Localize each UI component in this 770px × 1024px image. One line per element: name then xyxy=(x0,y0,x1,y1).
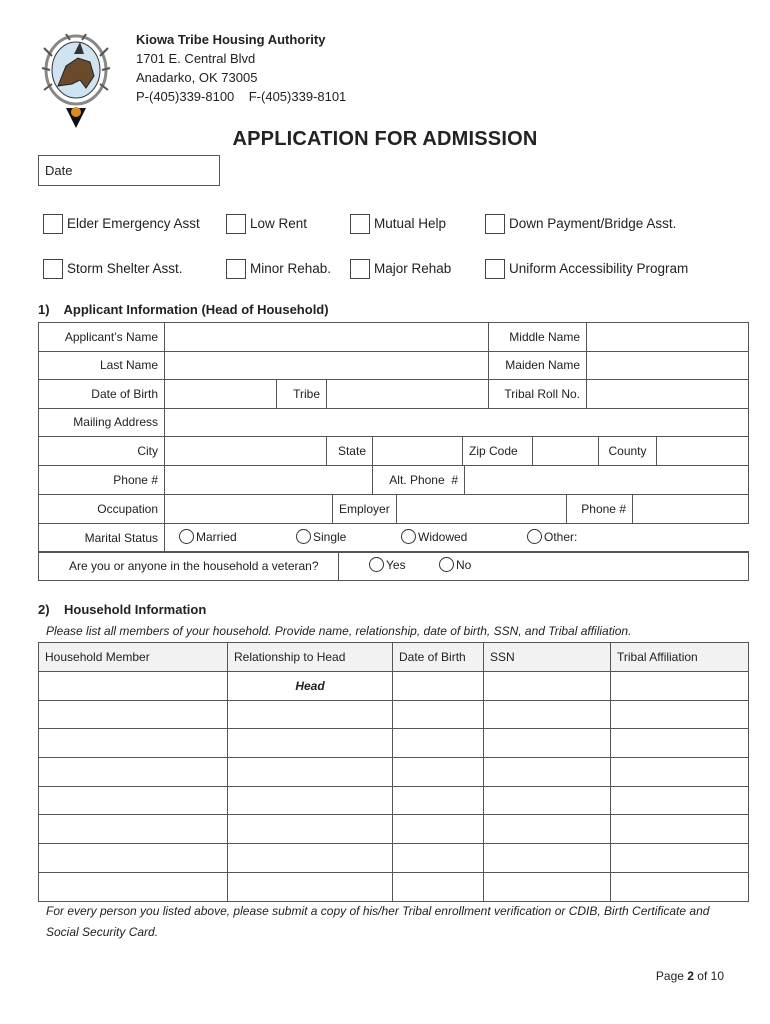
head-cell: Head xyxy=(228,672,393,701)
marital-table xyxy=(38,523,749,553)
alt-phone-input[interactable] xyxy=(465,466,749,495)
page-suffix: of 10 xyxy=(693,969,724,983)
col-dob: Date of Birth xyxy=(393,643,484,672)
section2-heading: 2) Household Information xyxy=(38,602,207,617)
alt-phone-label: Alt. Phone # xyxy=(373,466,465,495)
radio-yes-circle[interactable] xyxy=(369,557,384,572)
radio-other-circle[interactable] xyxy=(527,529,542,544)
dob-cell[interactable] xyxy=(393,872,484,901)
zip-input[interactable] xyxy=(533,437,599,466)
page-number xyxy=(656,969,724,983)
member-cell[interactable] xyxy=(39,700,228,729)
phone-table xyxy=(38,465,749,495)
org-address1: 1701 E. Central Blvd xyxy=(136,51,256,66)
state-label: State xyxy=(327,437,373,466)
member-cell[interactable] xyxy=(39,729,228,758)
mailing-address-input[interactable] xyxy=(165,408,749,437)
table-row xyxy=(39,729,749,758)
radio-yes[interactable] xyxy=(369,558,439,573)
checkbox-mutual-help[interactable] xyxy=(350,214,370,234)
middle-name-input[interactable] xyxy=(587,323,749,352)
dob-cell[interactable] xyxy=(393,729,484,758)
radio-married-circle[interactable] xyxy=(179,529,194,544)
col-household-member: Household Member xyxy=(39,643,228,672)
dob-cell[interactable] xyxy=(393,758,484,787)
tribal-cell[interactable] xyxy=(611,786,749,815)
tribal-cell[interactable] xyxy=(611,872,749,901)
org-phones: P-(405)339-8100 F-(405)339-8101 xyxy=(136,89,347,104)
maiden-name-input[interactable] xyxy=(587,351,749,380)
relationship-cell[interactable] xyxy=(228,700,393,729)
veteran-question: Are you or anyone in the household a veteran? xyxy=(39,552,339,581)
label-low-rent: Low Rent xyxy=(250,216,308,231)
dob-cell[interactable] xyxy=(393,844,484,873)
member-cell[interactable] xyxy=(39,786,228,815)
city-input[interactable] xyxy=(165,437,327,466)
member-cell[interactable] xyxy=(39,815,228,844)
checkbox-major-rehab[interactable] xyxy=(350,259,370,279)
dob-cell[interactable] xyxy=(393,672,484,701)
checkbox-storm-shelter[interactable] xyxy=(43,259,63,279)
marital-status-label: Marital Status xyxy=(39,524,165,553)
page-num: 2 xyxy=(687,969,694,983)
ssn-cell[interactable] xyxy=(484,758,611,787)
tribal-cell[interactable] xyxy=(611,700,749,729)
date-label: Date xyxy=(45,163,73,178)
org-name: Kiowa Tribe Housing Authority xyxy=(136,32,326,47)
table-row xyxy=(39,786,749,815)
table-row xyxy=(39,844,749,873)
member-cell[interactable] xyxy=(39,872,228,901)
radio-widowed-circle[interactable] xyxy=(401,529,416,544)
col-relationship: Relationship to Head xyxy=(228,643,393,672)
maiden-name-label: Maiden Name xyxy=(489,351,587,380)
applicant-info-table xyxy=(38,322,749,437)
dob-label: Date of Birth xyxy=(39,380,165,409)
tribe-input[interactable] xyxy=(327,380,489,409)
county-input[interactable] xyxy=(657,437,749,466)
label-minor-rehab: Minor Rehab. xyxy=(250,261,332,276)
relationship-cell[interactable] xyxy=(228,815,393,844)
section1-heading: 1) Applicant Information (Head of Household) xyxy=(38,302,329,317)
yes-label: Yes xyxy=(386,558,406,573)
member-cell[interactable] xyxy=(39,758,228,787)
married-label: Married xyxy=(196,530,237,545)
applicant-name-input[interactable] xyxy=(165,323,489,352)
table-row xyxy=(39,758,749,787)
dob-cell[interactable] xyxy=(393,815,484,844)
section2-instructions: Please list all members of your household. Provide name, relationship, date of birth, SSN, and Tribal affiliation. xyxy=(46,624,632,638)
address-detail-table xyxy=(38,436,749,466)
veteran-options xyxy=(339,552,749,581)
member-cell[interactable] xyxy=(39,672,228,701)
last-name-input[interactable] xyxy=(165,351,489,380)
marital-options xyxy=(165,524,750,553)
tribe-logo xyxy=(36,28,116,132)
relationship-cell[interactable] xyxy=(228,729,393,758)
single-label: Single xyxy=(313,530,347,545)
other-label: Other: xyxy=(544,530,578,545)
mailing-address-label: Mailing Address xyxy=(39,408,165,437)
employer-label: Employer xyxy=(333,495,397,524)
relationship-cell[interactable] xyxy=(228,844,393,873)
tribal-cell[interactable] xyxy=(611,672,749,701)
veteran-table xyxy=(38,551,749,581)
checkbox-elder-emergency[interactable] xyxy=(43,214,63,234)
radio-single[interactable] xyxy=(296,530,401,545)
no-label: No xyxy=(456,558,472,573)
relationship-cell[interactable] xyxy=(228,758,393,787)
tribal-cell[interactable] xyxy=(611,815,749,844)
ssn-cell[interactable] xyxy=(484,672,611,701)
page-prefix: Page xyxy=(655,969,688,983)
employment-table xyxy=(38,494,749,524)
occupation-label: Occupation xyxy=(39,495,165,524)
county-label: County xyxy=(599,437,657,466)
relationship-cell[interactable] xyxy=(228,872,393,901)
tribal-roll-input[interactable] xyxy=(587,380,749,409)
label-major-rehab: Major Rehab xyxy=(374,261,452,276)
ssn-cell[interactable] xyxy=(484,872,611,901)
table-row xyxy=(39,700,749,729)
phone2-input[interactable] xyxy=(633,495,749,524)
dob-input[interactable] xyxy=(165,380,277,409)
phone-label: Phone # xyxy=(39,466,165,495)
ssn-cell[interactable] xyxy=(484,729,611,758)
label-storm-shelter: Storm Shelter Asst. xyxy=(67,261,183,276)
tribal-cell[interactable] xyxy=(611,729,749,758)
occupation-input[interactable] xyxy=(165,495,333,524)
widowed-label: Widowed xyxy=(418,530,468,545)
checkbox-low-rent[interactable] xyxy=(226,214,246,234)
relationship-cell[interactable] xyxy=(228,786,393,815)
checkbox-uniform-accessibility[interactable] xyxy=(485,259,505,279)
label-elder-emergency: Elder Emergency Asst xyxy=(67,216,200,231)
dob-cell[interactable] xyxy=(393,786,484,815)
table-row xyxy=(39,672,749,701)
radio-no-circle[interactable] xyxy=(439,557,454,572)
last-name-label: Last Name xyxy=(39,351,165,380)
form-title: APPLICATION FOR ADMISSION xyxy=(232,128,538,150)
ssn-cell[interactable] xyxy=(484,815,611,844)
ssn-cell[interactable] xyxy=(484,786,611,815)
tribal-cell[interactable] xyxy=(611,758,749,787)
employer-input[interactable] xyxy=(397,495,567,524)
radio-married[interactable] xyxy=(179,530,296,545)
radio-single-circle[interactable] xyxy=(296,529,311,544)
tribal-roll-label: Tribal Roll No. xyxy=(489,380,587,409)
state-input[interactable] xyxy=(373,437,463,466)
tribal-cell[interactable] xyxy=(611,844,749,873)
radio-no[interactable] xyxy=(439,558,471,572)
zip-label: Zip Code xyxy=(463,437,533,466)
radio-other[interactable] xyxy=(527,530,577,545)
ssn-cell[interactable] xyxy=(484,844,611,873)
city-label: City xyxy=(39,437,165,466)
label-mutual-help: Mutual Help xyxy=(374,216,447,231)
org-header xyxy=(136,30,346,106)
radio-widowed[interactable] xyxy=(401,530,527,545)
dob-cell[interactable] xyxy=(393,700,484,729)
household-table xyxy=(38,642,749,902)
col-ssn: SSN xyxy=(484,643,611,672)
middle-name-label: Middle Name xyxy=(489,323,587,352)
member-cell[interactable] xyxy=(39,844,228,873)
table-row xyxy=(39,815,749,844)
org-address2: Anadarko, OK 73005 xyxy=(136,70,258,85)
phone-input[interactable] xyxy=(165,466,373,495)
col-tribal-affiliation: Tribal Affiliation xyxy=(611,643,749,672)
checkbox-down-payment[interactable] xyxy=(485,214,505,234)
tribe-label: Tribe xyxy=(277,380,327,409)
label-uniform-accessibility: Uniform Accessibility Program xyxy=(509,261,689,276)
applicant-name-label: Applicant’s Name xyxy=(39,323,165,352)
checkbox-minor-rehab[interactable] xyxy=(226,259,246,279)
label-down-payment: Down Payment/Bridge Asst. xyxy=(509,216,677,231)
section2-footnote: For every person you listed above, please submit a copy of his/her Tribal enrollment verification or CDIB, Birth Certificate and Social Security Card. xyxy=(46,904,710,939)
phone2-label: Phone # xyxy=(567,495,633,524)
ssn-cell[interactable] xyxy=(484,700,611,729)
date-field[interactable] xyxy=(38,155,220,186)
table-row xyxy=(39,872,749,901)
